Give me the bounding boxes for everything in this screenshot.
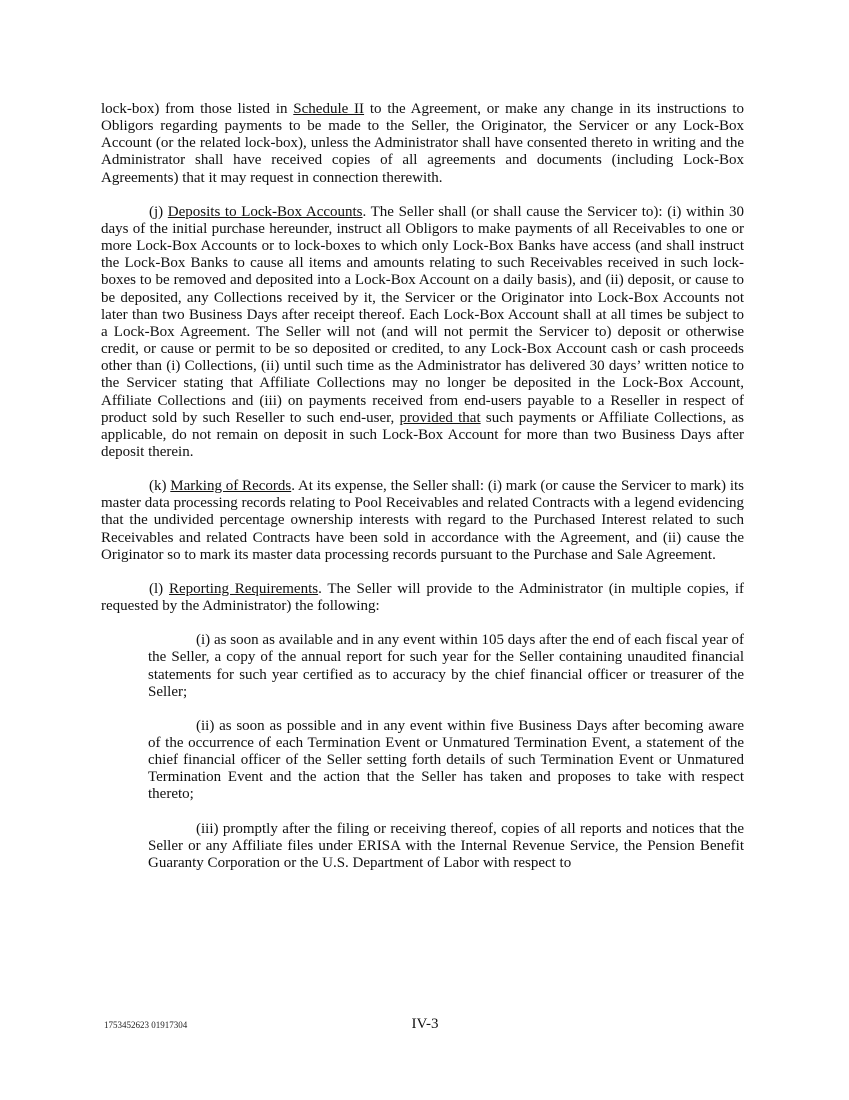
section-k-text: . At its expense, the Seller shall: (i) mark (or cause the Servicer to mark) its master data processing records relating to Pool Receivables and related Contracts with a legend evidencing that the undivided percentage ownership interests with regard to the Purchased Interest related to such Receivables and related Contracts have been sold in accordance with the Agreement, and (ii) cause the Originator so to mark its master data processing records pursuant to the Purchase and Sale Agreement. [101,478,744,563]
paragraph-gap [101,804,744,821]
section-j-text: . The Seller shall (or shall cause the Servicer to): (i) within 30 days of the initial purchase hereunder, instruct all Obligors to make payments of all Receivables to one or more Lock-Box Accounts or to lock-boxes to which only Lock-Box Banks have access (and shall instruct the Lock-Box Banks to cause all items and amounts relating to such Receivables received in such lock-boxes to be removed and deposited into a Lock-Box Account on a daily basis), and (ii) deposit, or cause to be deposited, any Collections received by it, the Servicer or the Originator into Lock-Box Accounts not later than two Business Days after receipt thereof. Each Lock-Box Account shall at all times be subject to a Lock-Box Agreement. The Seller will not (and will not permit the Servicer to) deposit or otherwise credit, or cause or permit to be so deposited or credited, to any Lock-Box Account cash or cash proceeds other than (i) Collections, (ii) until such time as the Administrator has delivered 30 days’ written notice to the Servicer stating that Affiliate Collections may no longer be deposited in the Lock-Box Account, Affiliate Collections and (iii) on payments received from end-users payable to a Reseller in respect of product sold by such Reseller to such end-user, [101,203,744,426]
paragraph-gap [101,187,744,204]
reporting-item-i: (i) as soon as available and in any event within 105 days after the end of each fiscal year of the Seller, a copy of the annual report for such year for the Seller containing unaudited financial statements for such year certified as to accuracy by the chief financial officer or treasurer of the Seller; [148,632,744,700]
section-j-proviso: provided that [399,409,481,426]
document-body [101,101,744,872]
section-j-label: (j) [149,203,168,220]
paragraph-gap [101,615,744,632]
document-code: 1753452623 01917304 [104,1020,188,1030]
reporting-item-iii: (iii) promptly after the filing or receiving thereof, copies of all reports and notices that the Seller or any Affiliate files under ERISA with the Internal Revenue Service, the Pension Benefit Guaranty Corporation or the U.S. Department of Labor with respect to [148,820,744,871]
paragraph-text: lock-box) from those listed in [101,101,294,117]
paragraph-lockbox-continuation [101,101,744,187]
paragraph-gap [101,701,744,718]
section-l-heading: Reporting Requirements [168,580,319,597]
section-l-paragraph [101,581,744,615]
schedule-reference: Schedule II [293,101,365,117]
section-k-heading: Marking of Records [170,478,292,495]
section-j-text-end: such payments or Affiliate Collections, as applicable, do not remain on deposit in such Lock-Box Account for more than two Business Days after deposit therein. [101,409,744,460]
section-k-label: (k) [149,478,171,495]
page-number: IV-3 [411,1016,439,1032]
reporting-item-ii: (ii) as soon as possible and in any event within five Business Days after becoming aware of the occurrence of each Termination Event or Unmatured Termination Event, a statement of the chief financial officer of the Seller setting forth details of such Termination Event or Unmatured Termination Event and the action that the Seller has taken and proposes to take with respect thereto; [148,717,744,803]
section-j-paragraph [101,204,744,461]
section-l-label: (l) [149,580,169,597]
paragraph-gap [101,564,744,581]
section-l-text: . The Seller will provide to the Administrator (in multiple copies, if requested by the Administrator) the following: [101,580,744,615]
paragraph-text: to the Agreement, or make any change in its instructions to Obligors regarding payments to be made to the Seller, the Originator, the Servicer or any Lock-Box Account (or the related lock-box), unless the Administrator shall have consented thereto in writing and the Administrator shall have received copies of all agreements and documents (including Lock-Box Agreements) that it may request in connection therewith. [101,101,744,186]
section-k-paragraph [101,478,744,564]
section-j-heading: Deposits to Lock-Box Accounts [167,203,363,220]
paragraph-gap [101,461,744,478]
